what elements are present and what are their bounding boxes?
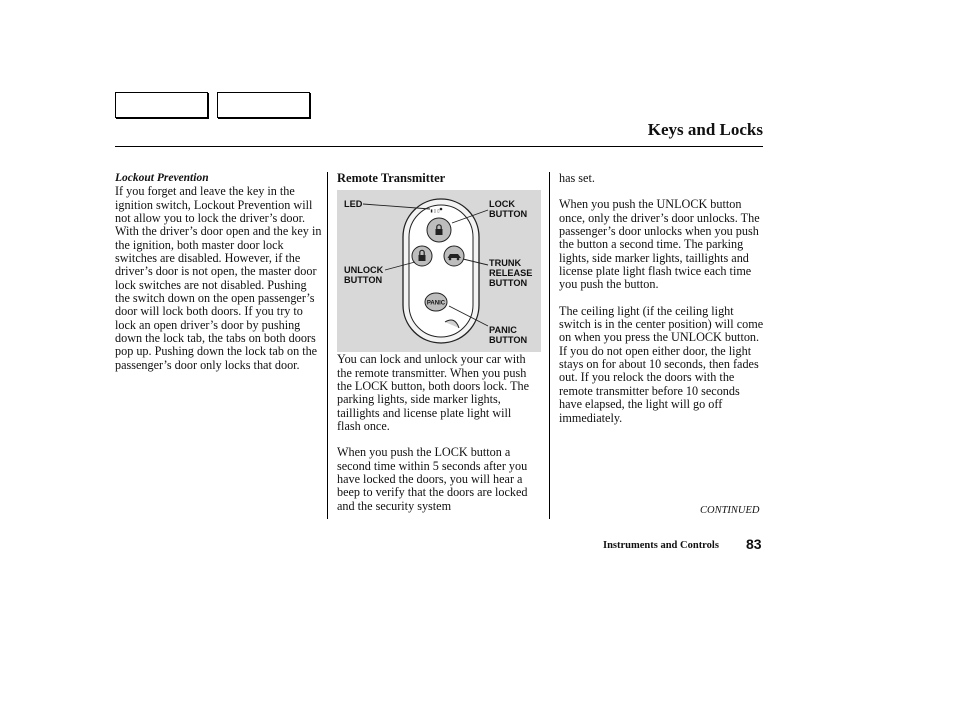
label-led: LED bbox=[344, 199, 363, 209]
nav-button-previous[interactable] bbox=[115, 92, 208, 118]
page-title: Keys and Locks bbox=[647, 120, 763, 139]
unlock-icon bbox=[419, 255, 426, 261]
label-trunk-release-button: TRUNK RELEASE BUTTON bbox=[489, 258, 533, 288]
label-unlock-button: UNLOCK BUTTON bbox=[344, 265, 384, 285]
lockout-prevention-text: If you forget and leave the key in the ignition switch, Lockout Prevention will not allow you to lock the driver’s door. With the driver’s door open and the key in the ignition, both master door lock switches are disabled. However, if the driver’s door is not open, the master door lock switches are not disabled. Pushing the switch down on the open passenger’s door will lock both doors. If you try to lock an open driver’s door by pushing down the lock tab, the tabs on both doors pop up. Pushing down the lock tab on the passenger’s door only locks that door. bbox=[115, 184, 322, 372]
panic-key-label: PANIC bbox=[426, 300, 446, 307]
label-panic-button: PANIC BUTTON bbox=[489, 325, 528, 345]
remote-transmitter-text-1: You can lock and unlock your car with the remote transmitter. When you push the LOCK button, both doors lock. The parking lights, side marker lights, taillights and license plate light will flash once. bbox=[337, 352, 530, 434]
column-remote-continued bbox=[559, 172, 764, 425]
continued-note: CONTINUED bbox=[700, 505, 760, 516]
label-lock-button: LOCK BUTTON bbox=[489, 199, 528, 219]
remote-transmitter-text-2: When you push the LOCK button a second time within 5 seconds after you have locked the doors, you will hear a beep to verify that the doors are locked and the security system bbox=[337, 445, 528, 513]
lockout-prevention-heading: Lockout Prevention bbox=[115, 172, 209, 184]
unlock-description: When you push the UNLOCK button once, only the driver’s door unlocks. The passenger’s door unlocks when you push the button a second time. The parking lights, side marker lights, taillights and license plate light flash twice each time you push the button. bbox=[559, 197, 760, 292]
header-rule bbox=[115, 146, 763, 147]
page-number: 83 bbox=[746, 536, 762, 552]
footer-section-name: Instruments and Controls bbox=[603, 540, 719, 551]
nav-button-next[interactable] bbox=[217, 92, 310, 118]
led-light bbox=[440, 208, 443, 211]
remote-transmitter-heading: Remote Transmitter bbox=[337, 171, 446, 185]
column-divider bbox=[549, 172, 550, 519]
column-lockout-prevention bbox=[115, 172, 323, 372]
lock-icon bbox=[436, 229, 443, 235]
remote-text-continued: has set. bbox=[559, 171, 595, 185]
ceiling-light-description: The ceiling light (if the ceiling light switch is in the center position) will come on when you press the UNLOCK button. If you do not open either door, the light stays on for about 10 seconds, then fades out. If you relock the doors with the remote transmitter before 10 seconds have elapsed, the light will go off immediately. bbox=[559, 303, 764, 425]
led-marking: ▮ ▯ ▯ bbox=[430, 208, 440, 213]
remote-transmitter-figure bbox=[337, 190, 541, 352]
column-divider bbox=[327, 172, 328, 519]
